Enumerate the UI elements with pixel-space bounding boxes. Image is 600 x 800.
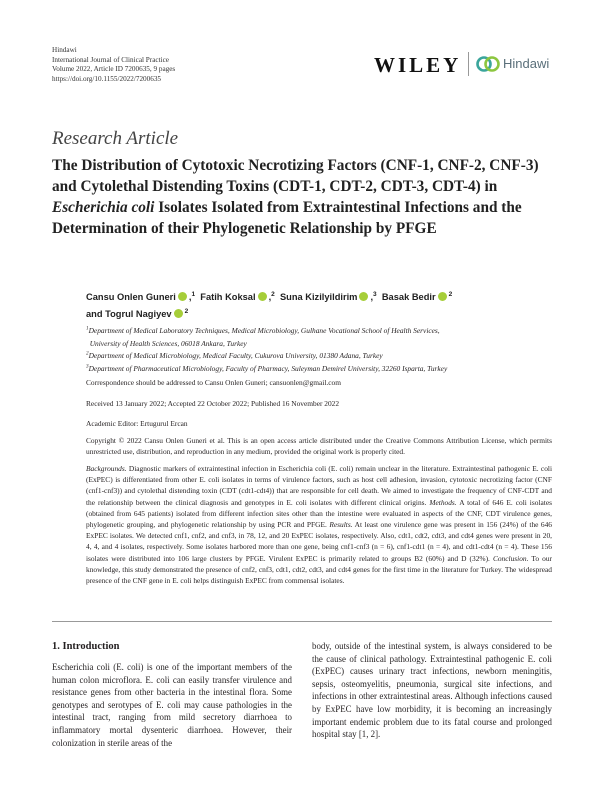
- abstract-label-background: Backgrounds.: [86, 464, 127, 473]
- abstract-results: At least one virulence gene was present in 156 (24%) of the 646 ExPEC isolates. We detected cnf1, cnf2, and cnf3, in 78, 12, and 20 ExPEC isolates, respectively. Also, cdt1, cdt2, cdt3, and cdt4 genes were present in 20, 4, 4, and 4 isolates, respectively. Some isolates harbored more than one gene, being cnf1-cnf3 (n = 6), cnf1-cdt1 (n = 4), and cdt1-cdt4 (n = 4). These 156 isolates were distributed into 106 large clusters by PFGE. Virulent ExPEC is primarily related to groups B2 (60%) and D (32%).: [86, 520, 552, 563]
- abstract-methods: A total of 646 E. coli isolates (obtained from 645 patients) isolated from different infection sites other than the intestine were evaluated in aspects of the CNF, CDT virulence genes, phylogenetic grouping, and phylogenetic relationship by using PCR and PFGE.: [86, 497, 552, 530]
- orcid-icon[interactable]: [438, 292, 447, 301]
- affiliation-1-cont: University of Health Sciences, 06018 Ankara, Turkey: [89, 338, 247, 348]
- article-type: Research Article: [52, 128, 179, 149]
- author-name[interactable]: Suna Kizilyildirim: [279, 292, 358, 302]
- journal-name: International Journal of Clinical Practice: [52, 55, 169, 64]
- author-name[interactable]: Fatih Koksal: [200, 292, 256, 302]
- wiley-logo: WILEY: [374, 53, 462, 77]
- journal-info: [52, 46, 175, 84]
- abstract: [86, 463, 552, 586]
- affiliation-2: $^2$Department of Medical Microbiology, Medical Faculty, Cukurova University, 01380 Adana, Turkey: [86, 350, 383, 360]
- publication-dates: Received 13 January 2022; Accepted 22 October 2022; Published 16 November 2022: [86, 399, 340, 408]
- abstract-label-methods: Methods.: [429, 497, 457, 507]
- title-organism: Escherichia coli: [52, 199, 155, 216]
- publisher-name: Hindawi: [52, 46, 77, 54]
- doi-link[interactable]: https://doi.org/10.1155/2022/7200635: [52, 74, 162, 83]
- correspondence: Correspondence should be addressed to Cansu Onlen Guneri; cansuonlen@gmail.com: [86, 378, 341, 387]
- section-heading: 1. Introduction: [52, 641, 120, 652]
- author-name[interactable]: and Togrul Nagiyev: [86, 308, 172, 319]
- article-title: [52, 155, 552, 239]
- author-name[interactable]: Basak Bedir: [381, 292, 436, 302]
- abstract-label-results: Results.: [329, 520, 353, 530]
- abstract-conclusion: To our knowledge, this study demonstrated the presence of cnf2, cnf3, cdt1, cdt2, cdt3, and cdt4 genes for the first time in the literature for Turkey. The widespread presence of the CNF gene in E. coli helps distinguish ExPEC from commensal isolates.: [86, 553, 552, 586]
- copyright-notice: Copyright © 2022 Cansu Onlen Guneri et al. This is an open access article distributed under the Creative Commons Attribution License, which permits unrestricted use, distribution, and reproduction in any medium, provided the original work is properly cited.: [86, 436, 552, 457]
- intro-column-1: Escherichia coli (E. coli) is one of the important members of the human colon microflora. E. coli can easily transfer virulence and resistance genes from other bacteria in the intestinal flora. Some genotypes and serotypes of E. coli may cause pathologies in the intestinal tract, ranging from mild secretory diarrhoea to inflammatory mortal dysenteric diarrhoea. However, their colonization in sterile areas of the: [52, 662, 292, 748]
- title-text-b: Isolates Isolated from Extraintestinal Infections and the Determination of their Phylogenetic Relationship by PFGE: [52, 199, 522, 237]
- logo-divider: [468, 52, 469, 76]
- orcid-icon[interactable]: [359, 292, 368, 301]
- abstract-background: Diagnostic markers of extraintestinal infection in Escherichia coli (E. coli) remain unclear in the literature. Extraintestinal pathogenic E. coli (ExPEC) is differentiated from other E. coli isolates in terms of virulence factors, such as host cell adhesion, invasion, cytotoxic necrotizing factor (CNF (cnf1-cnf3)) and cytolethal distending toxin (CDT (cdt1-cdt4)) that are responsible for cell death. We aimed to investigate the frequency of CNF-CDT and the relationship between the clinical diagnosis and genotypes in E. coli isolates with different clinical origins.: [86, 464, 552, 507]
- author-name[interactable]: Cansu Onlen Guneri: [86, 292, 176, 302]
- section-divider: [52, 621, 552, 622]
- affiliation-1: $^1$Department of Medical Laboratory Techniques, Medical Microbiology, Gulhane Vocational School of Health Services,: [86, 325, 440, 335]
- affiliation-3: $^3$Department of Pharmaceutical Microbiology, Faculty of Pharmacy, Suleyman Demirel University, 32260 Isparta, Turkey: [86, 363, 448, 373]
- author-list: Cansu Onlen Guneri ,$^1$ Fatih Koksal ,$^2$ Suna Kizilyildirim ,$^3$ Basak Bedir $^2$ and Togrul Nagiyev $^2$: [86, 290, 453, 319]
- orcid-icon[interactable]: [174, 309, 183, 318]
- abstract-label-conclusion: Conclusion.: [492, 553, 529, 563]
- title-text-a: The Distribution of Cytotoxic Necrotizing Factors (CNF-1, CNF-2, CNF-3) and Cytolethal Distending Toxins (CDT-1, CDT-2, CDT-3, CDT-4) in: [52, 157, 539, 195]
- academic-editor: Academic Editor: Ertugurul Ercan: [86, 419, 188, 428]
- hindawi-logo-text: Hindawi: [503, 56, 550, 71]
- affiliations: [86, 325, 566, 375]
- intro-column-2: body, outside of the intestinal system, is always considered to be the cause of clinical pathology. Extraintestinal pathogenic E. coli (ExPEC) causes urinary tract infections, newborn meningitis, sepsis, osteomyelitis, pneumonia, surgical site infections, and infections in other extraintestinal areas. Although infections caused by ExPEC have low morbidity, it is becoming an increasingly important endemic problem due to its fatal course and prolonged hospital stay [1, 2].: [312, 641, 552, 740]
- orcid-icon[interactable]: [258, 292, 267, 301]
- hindawi-rings-icon: [475, 54, 501, 74]
- volume-line: Volume 2022, Article ID 7200635, 9 pages: [52, 65, 176, 74]
- orcid-icon[interactable]: [178, 292, 187, 301]
